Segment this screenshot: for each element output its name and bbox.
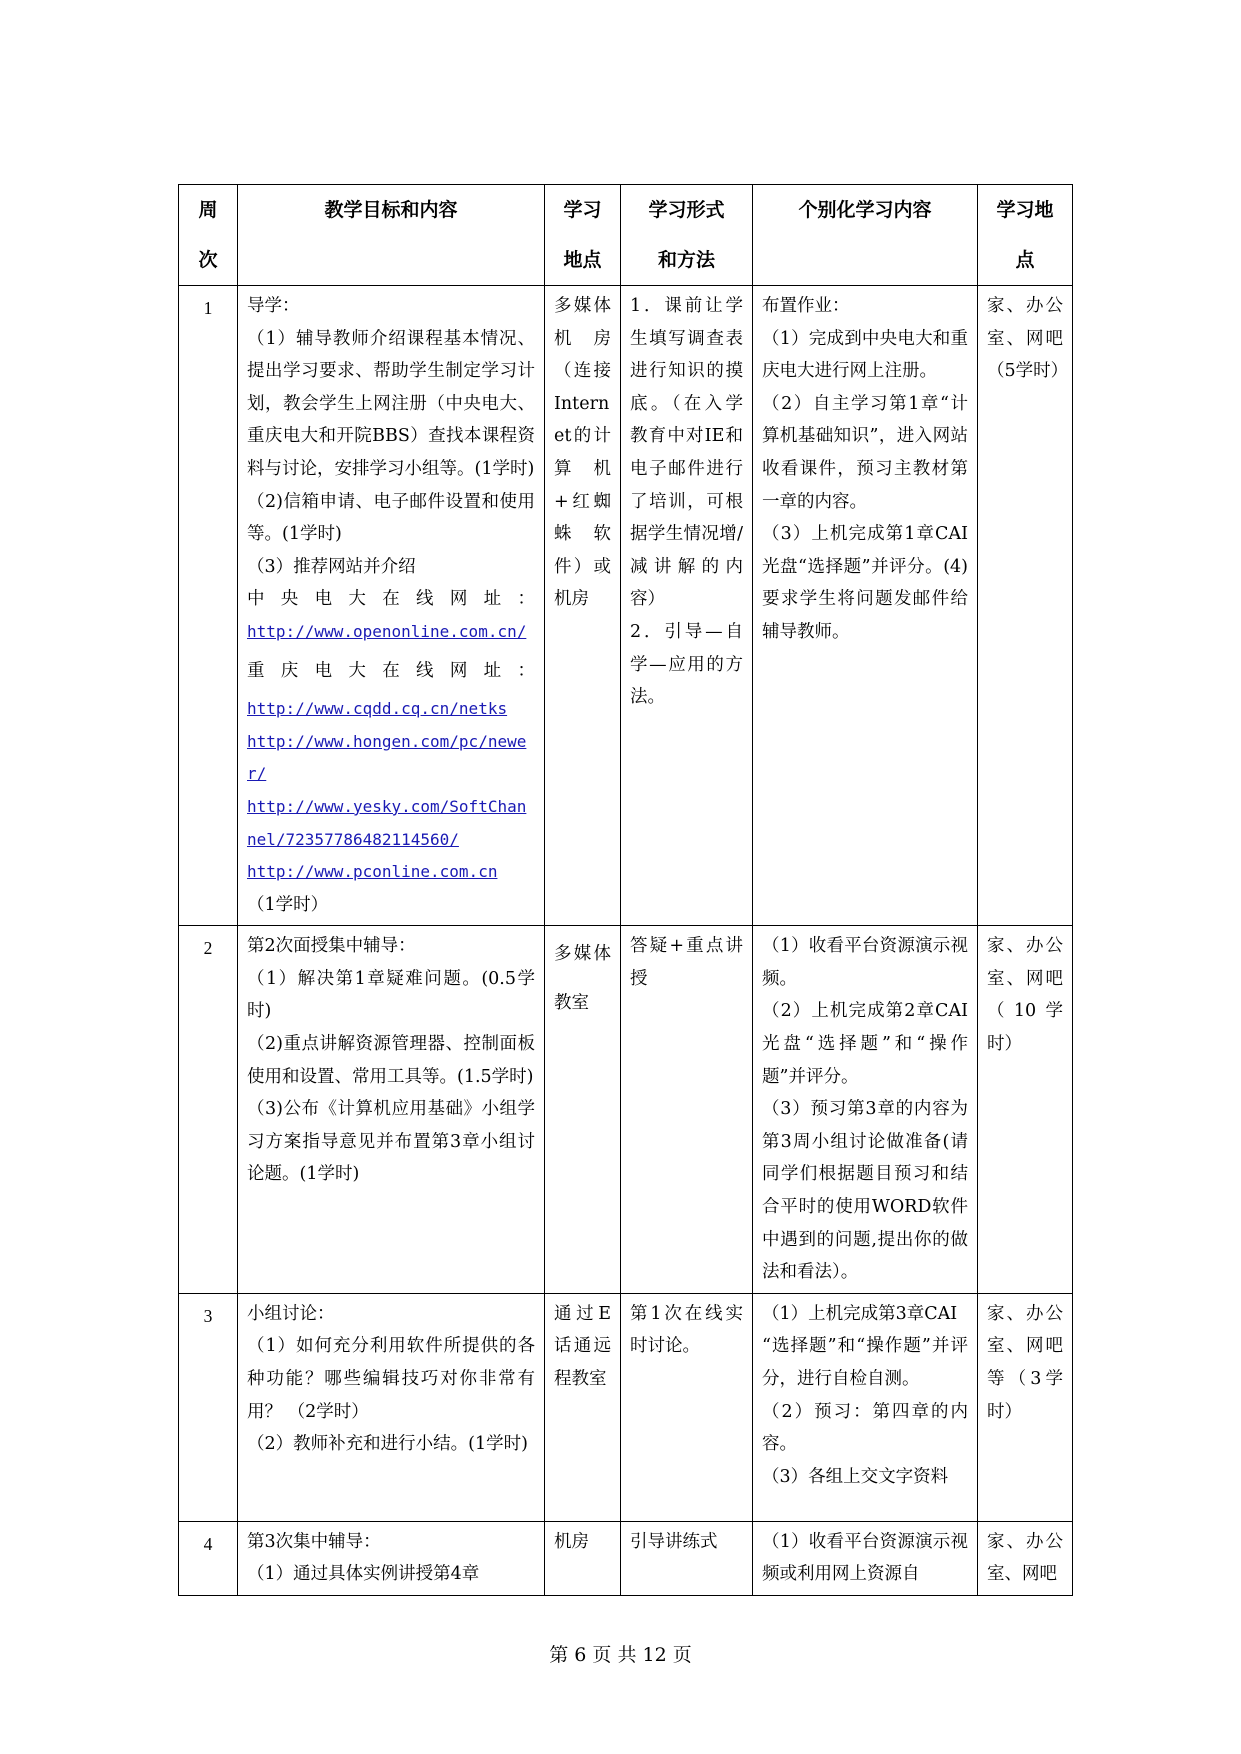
week-number: 3 (179, 1293, 238, 1521)
url-link[interactable]: http://www.openonline.com.cn/ (247, 621, 527, 641)
individual-cell: （1）收看平台资源演示视频。 （2）上机完成第2章CAI光盘“选择题”和“操作题”并评分。 （3）预习第3章的内容为第3周小组讨论做准备(请同学们根据题目预习和结合平时的使用WORD软件中遇到的问题,提出你的做法和看法）。 (753, 926, 978, 1294)
table-row (179, 1521, 1073, 1595)
individual-cell: （1）上机完成第3章CAI “选择题”和“操作题”并评分，进行自检自测。 （2）预习：第四章的内容。 （3）各组上交文字资料 (753, 1293, 978, 1521)
header-week: 周 次 (179, 185, 238, 286)
method-cell: 引导讲练式 (621, 1521, 753, 1595)
place-cell: 多媒体教室 (545, 926, 621, 1294)
study-place-cell: 家、办公室、网吧（5学时） (978, 286, 1073, 926)
study-place-cell: 家、办公室、网吧（10学时） (978, 926, 1073, 1294)
url-link[interactable]: http://www.cqdd.cq.cn/netks (247, 699, 508, 719)
header-goals: 教学目标和内容 (238, 185, 545, 286)
individual-cell: （1）收看平台资源演示视频或利用网上资源自 (753, 1521, 978, 1595)
place-cell: 通过E话通远程教室 (545, 1293, 621, 1521)
place-cell: 多媒体机房（连接Internet的计算机+红蜘蛛软件）或机房 (545, 286, 621, 926)
week-number: 2 (179, 926, 238, 1294)
goals-cell: 导学： （1）辅导教师介绍课程基本情况、提出学习要求、帮助学生制定学习计划，教会学生上网注册（中央电大、重庆电大和开院BBS）查找本课程资料与讨论，安排学习小组等。(1学时) （2)信箱申请、电子邮件设置和使用等。(1学时) （3）推荐网站并介绍 中央电大在线网址： http://www.openonline.com.cn/ 重庆电大在线网址： http://www.cqdd.cq.cn/netks http://www.hongen.com/pc/newer/ http://www.yesky.com/SoftChannel/72357786482114560/ http://www.pconline.com.cn （1学时） (238, 286, 545, 926)
url-link[interactable]: http://www.hongen.com/pc/newer/ (247, 731, 527, 784)
url-link[interactable]: http://www.pconline.com.cn (247, 862, 498, 882)
week-number: 4 (179, 1521, 238, 1595)
goals-cell: 第3次集中辅导： （1）通过具体实例讲授第4章 (238, 1521, 545, 1595)
schedule-table (178, 184, 1073, 1596)
goals-cell: 第2次面授集中辅导： （1）解决第1章疑难问题。(0.5学时) （2)重点讲解资源管理器、控制面板使用和设置、常用工具等。(1.5学时) （3)公布《计算机应用基础》小组学习方案指导意见并布置第3章小组讨论题。(1学时) (238, 926, 545, 1294)
table-row (179, 286, 1073, 926)
goals-cell: 小组讨论： （1）如何充分利用软件所提供的各种功能？哪些编辑技巧对你非常有用？ （2学时） （2）教师补充和进行小结。(1学时) (238, 1293, 545, 1521)
header-study-place: 学习地 点 (978, 185, 1073, 286)
place-cell: 机房 (545, 1521, 621, 1595)
header-row (179, 185, 1073, 286)
header-individual: 个别化学习内容 (753, 185, 978, 286)
header-place: 学习 地点 (545, 185, 621, 286)
study-place-cell: 家、办公室、网吧等（3学时） (978, 1293, 1073, 1521)
table-row (179, 1293, 1073, 1521)
method-cell: 1．课前让学生填写调查表进行知识的摸底。（在入学教育中对IE和电子邮件进行了培训，可根据学生情况增/减讲解的内容） 2．引导—自学—应用的方法。 (621, 286, 753, 926)
table-row (179, 926, 1073, 1294)
page-footer: 第 6 页 共 12 页 (549, 1644, 692, 1666)
week-number: 1 (179, 286, 238, 926)
method-cell: 第1次在线实时讨论。 (621, 1293, 753, 1521)
individual-cell: 布置作业： （1）完成到中央电大和重庆电大进行网上注册。 （2）自主学习第1章“计算机基础知识”，进入网站收看课件，预习主教材第一章的内容。 （3）上机完成第1章CAI光盘“选择题”并评分。(4)要求学生将问题发邮件给辅导教师。 (753, 286, 978, 926)
study-place-cell: 家、办公室、网吧 (978, 1521, 1073, 1595)
url-link[interactable]: http://www.yesky.com/SoftChannel/72357786482114560/ (247, 796, 527, 849)
header-method: 学习形式 和方法 (621, 185, 753, 286)
method-cell: 答疑+重点讲授 (621, 926, 753, 1294)
